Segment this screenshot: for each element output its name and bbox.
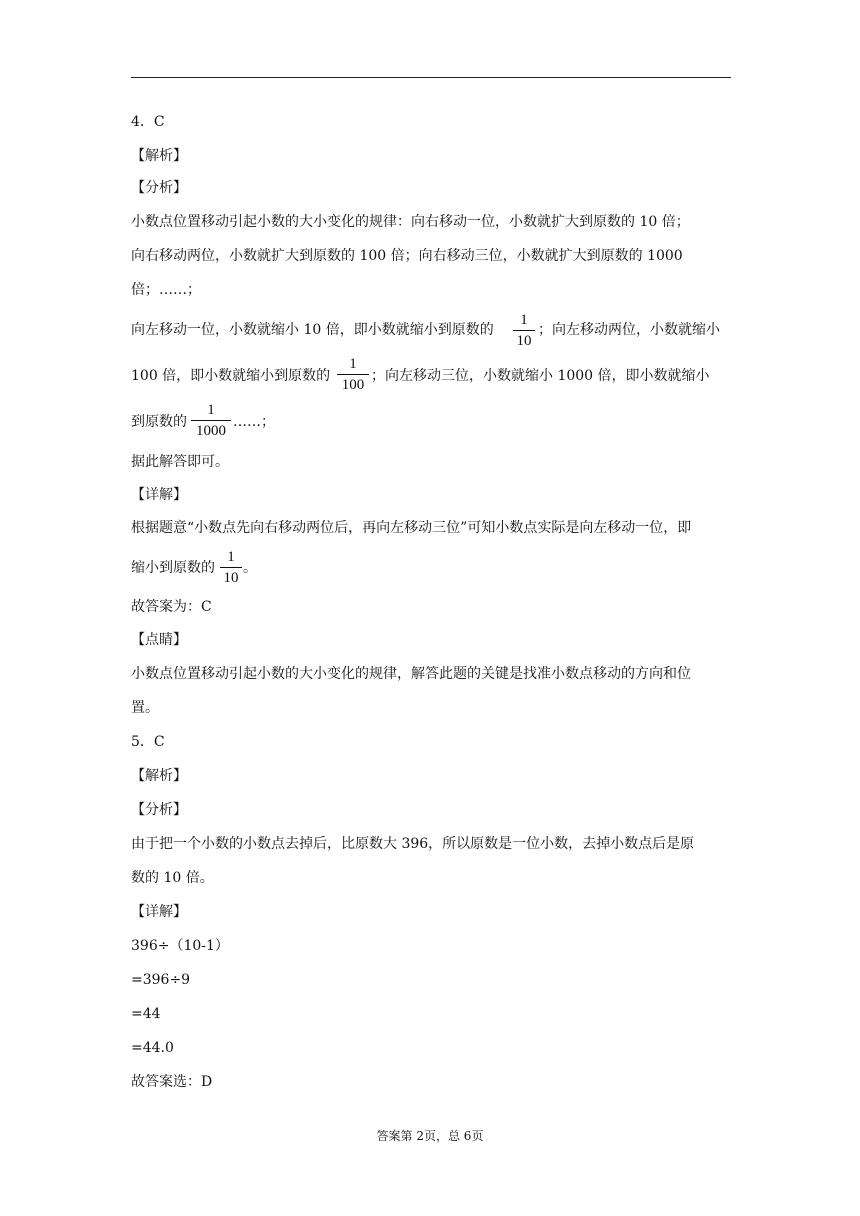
q4-analysis-line-6b: ……；	[233, 414, 275, 430]
fraction-denominator: 1000	[196, 423, 226, 439]
q5-answer: 5．C	[131, 734, 165, 750]
q5-jiexi-heading: 【解析】	[131, 768, 187, 784]
q4-dianjing-heading: 【点睛】	[131, 632, 187, 648]
q5-step-2: =396÷9	[131, 972, 191, 988]
q4-analysis-line-4a: 向左移动一位，小数就缩小 10 倍，即小数就缩小到原数的	[131, 322, 494, 338]
fraction-numerator: 1	[520, 312, 528, 328]
q4-point-line-2: 置。	[131, 700, 159, 716]
fraction-numerator: 1	[207, 402, 215, 418]
fraction-numerator: 1	[227, 549, 235, 565]
q5-step-3: =44	[131, 1006, 161, 1022]
q4-analysis-line-5a: 100 倍，即小数就缩小到原数的	[131, 368, 331, 384]
fraction-denominator: 100	[341, 377, 365, 393]
page-footer: 答案第 2页，总 6页	[376, 1129, 484, 1143]
q5-xiangjie-heading: 【详解】	[131, 904, 187, 920]
q4-analysis-line-6a: 到原数的	[131, 414, 187, 430]
q4-detail-line-2b: 。	[243, 560, 257, 576]
fraction-denominator: 10	[516, 333, 532, 349]
fraction-1-10-b	[220, 548, 242, 587]
q4-analysis-line-5b: ；向左移动三位，小数就缩小 1000 倍，即小数就缩小	[371, 368, 710, 384]
fraction-1-10	[513, 311, 535, 350]
fraction-1-1000	[191, 401, 231, 440]
q4-jiexi-heading: 【解析】	[131, 148, 187, 164]
q4-analysis-line-1: 小数点位置移动引起小数的大小变化的规律：向右移动一位，小数就扩大到原数的 10 倍；	[131, 214, 690, 230]
q4-answer: 4．C	[131, 114, 165, 130]
q4-analysis-line-3: 倍；……；	[131, 282, 201, 298]
q4-fenxi-heading: 【分析】	[131, 180, 187, 196]
q4-detail-line-2a: 缩小到原数的	[131, 560, 215, 576]
fraction-1-100	[337, 355, 369, 394]
q5-step-1: 396÷（10-1）	[131, 938, 229, 954]
q4-detail-line-1: 根据题意“小数点先向右移动两位后，再向左移动三位”可知小数点实际是向左移动一位，即	[131, 520, 692, 536]
q4-analysis-line-7: 据此解答即可。	[131, 454, 229, 470]
q5-analysis-line-2: 数的 10 倍。	[131, 870, 214, 886]
q5-fenxi-heading: 【分析】	[131, 802, 187, 818]
q4-point-line-1: 小数点位置移动引起小数的大小变化的规律，解答此题的关键是找准小数点移动的方向和位	[131, 666, 691, 682]
q4-xiangjie-heading: 【详解】	[131, 487, 187, 503]
q5-step-4: =44.0	[131, 1040, 174, 1056]
q5-analysis-line-1: 由于把一个小数的小数点去掉后，比原数大 396，所以原数是一位小数，去掉小数点后是原	[131, 836, 695, 852]
fraction-denominator: 10	[223, 570, 239, 586]
q4-analysis-line-2: 向右移动两位，小数就扩大到原数的 100 倍；向右移动三位，小数就扩大到原数的 1000	[131, 248, 683, 264]
q4-analysis-line-4b: ；向左移动两位，小数就缩小	[538, 322, 720, 338]
fraction-numerator: 1	[349, 356, 357, 372]
q5-conclusion: 故答案选：D	[131, 1074, 213, 1090]
q4-conclusion: 故答案为：C	[131, 599, 212, 615]
header-rule	[131, 77, 731, 78]
